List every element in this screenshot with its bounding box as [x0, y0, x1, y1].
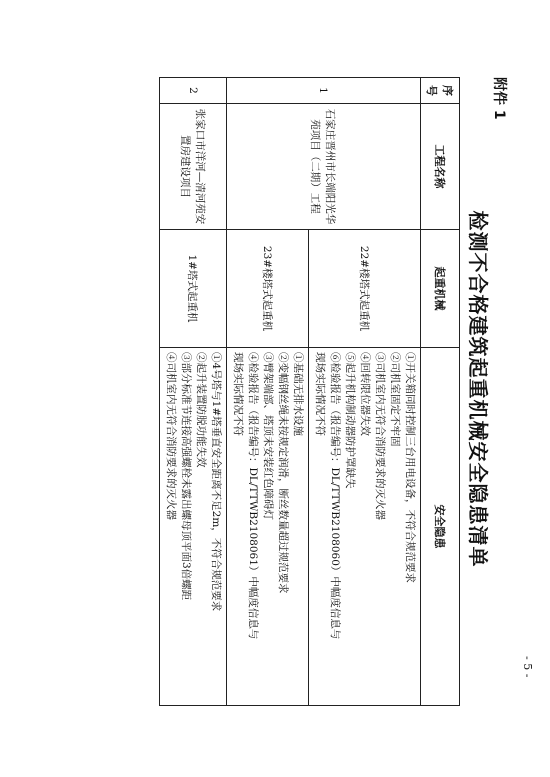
document-title: 检测不合格建筑起重机械安全隐患清单: [466, 210, 490, 567]
table-header-row: [421, 77, 460, 705]
rotated-document: [40, 59, 510, 719]
header-crane: 起重机械: [421, 229, 460, 347]
row-hazards: [160, 347, 227, 705]
hazard-item: ③臂架端部、塔顶未安装红色障碍灯: [262, 351, 274, 520]
row-no: 2: [160, 77, 227, 103]
row-project: 张家口市洋河—清河苑安置房建设项目: [160, 103, 227, 229]
row-crane: 1#塔式起重机: [160, 229, 227, 347]
page-number: - 5 -: [521, 655, 534, 677]
hazard-item: ①开关箱同时控制三台用电设备，不符合规范要求: [404, 351, 416, 583]
row-hazards: [227, 347, 309, 705]
annex-label: 附件 1: [491, 76, 507, 120]
table-row: [160, 77, 227, 705]
hazard-item: ⑤起升机构制动器防护罩缺失: [344, 351, 356, 488]
hazard-item: ②变幅钢丝绳未按规定润滑，断丝数量超过规范要求: [277, 351, 289, 593]
row-no: 1: [227, 77, 421, 103]
header-no: 序号: [421, 77, 460, 103]
hazard-item: ③部分标准节连接高强螺栓未露出螺母顶平面3倍螺距: [180, 351, 192, 600]
hazard-item: ④回转限位器失效: [359, 351, 371, 436]
hazard-item: ④检验报告（报告编号：DL/TTWB2108061）中幅度信息与: [247, 351, 259, 639]
table-row: [309, 77, 421, 705]
hazard-table: [159, 77, 460, 706]
hazard-item: ④司机室内无符合消防要求的灭火器: [165, 351, 177, 520]
hazard-item: ①4号塔与1#塔垂直安全距离不足2m，不符合规范要求: [210, 351, 222, 611]
header-hazards: 安全隐患: [421, 347, 460, 705]
hazard-item: ②起升装置防脱功能失效: [195, 351, 207, 467]
hazard-item: ⑥检验报告（报告编号：DL/TTWB2108060）中幅度信息与: [329, 351, 341, 639]
hazard-item: ②司机室固定不牢固: [389, 351, 401, 446]
hazard-item: 现场实际情况不符: [314, 351, 326, 436]
hazard-item: ①基础无排水设施: [292, 351, 304, 436]
hazard-item: ③司机室内无符合消防要求的灭火器: [374, 351, 386, 520]
row-hazards: [309, 347, 421, 705]
row-crane: 23#楼塔式起重机: [227, 229, 309, 347]
row-project: 石家庄晋州市长端阳光华苑项目（二期）工程: [227, 103, 421, 229]
row-crane: 22#楼塔式起重机: [309, 229, 421, 347]
hazard-item: 现场实际情况不符: [232, 351, 244, 436]
header-project: 工程名称: [421, 103, 460, 229]
